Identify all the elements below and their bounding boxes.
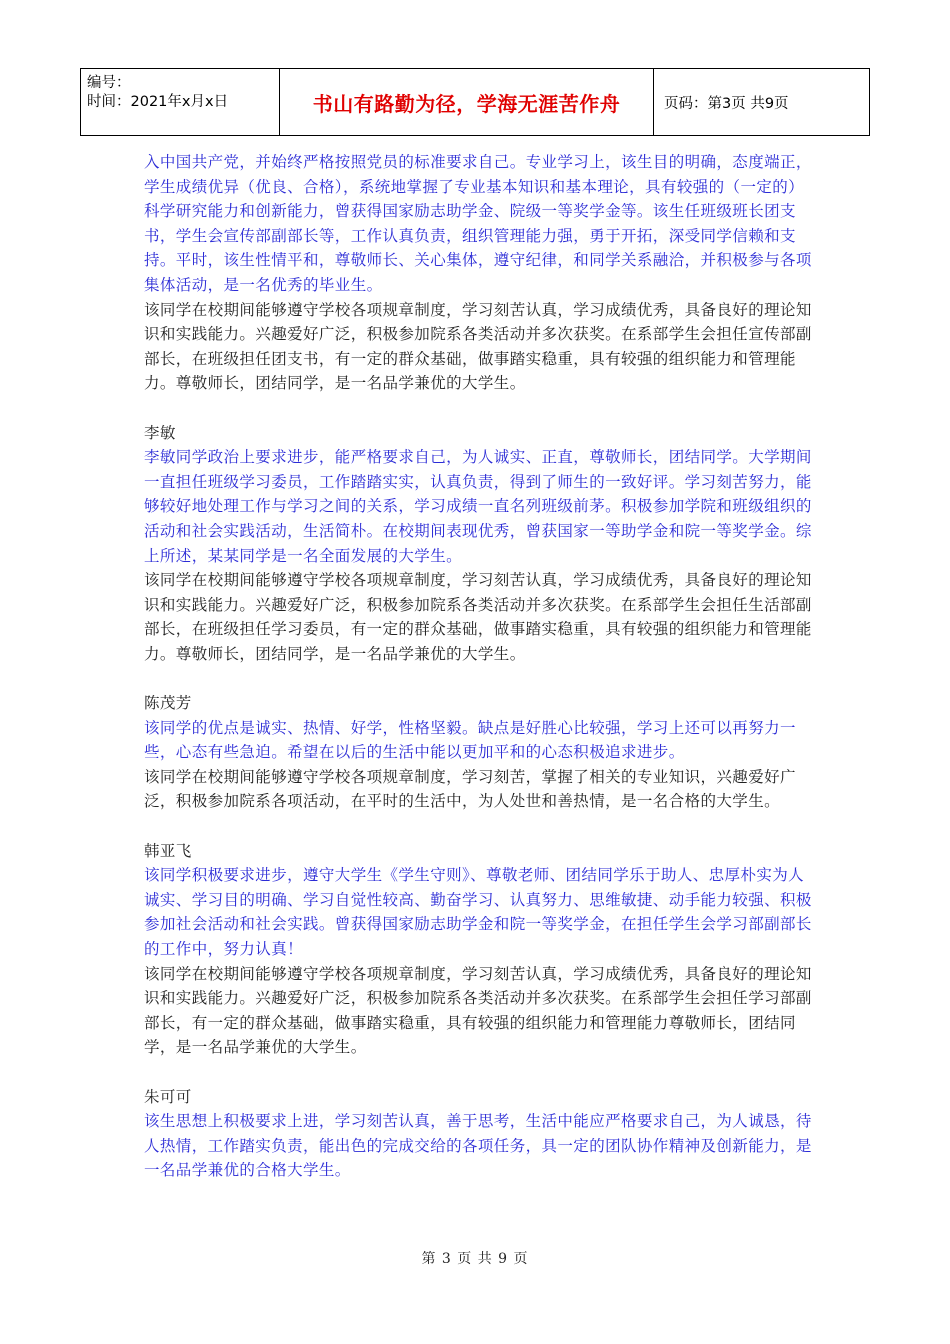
page-info-cell [654, 69, 869, 135]
document-header [80, 68, 870, 136]
student-comment-blue: 该同学的优点是诚实、热情、好学，性格坚毅。缺点是好胜心比较强，学习上还可以再努力一些，心态有些急迫。希望在以后的生活中能以更加平和的心态积极追求进步。 [144, 718, 796, 762]
header-meta-cell [81, 69, 280, 135]
page-info-text: 页码：第3页 共9页 [664, 95, 789, 112]
motto-cell [280, 69, 654, 135]
student-name: 朱可可 [144, 1087, 192, 1106]
student-section-zhu-keke [144, 1085, 812, 1183]
footer-page-number: 第 3 页 共 9 页 [421, 1251, 529, 1267]
document-body [144, 150, 812, 1183]
student-name: 韩亚飞 [144, 841, 192, 860]
number-label: 编号： [87, 75, 131, 91]
student-comment-blue: 该同学积极要求进步，遵守大学生《学生守则》、尊敬老师、团结同学乐于助人、忠厚朴实为人诚实、学习目的明确、学习自觉性较高、勤奋学习、认真努力、思维敏捷、动手能力较强、积极参加社会活动和社会实践。曾获得国家励志助学金和院一等奖学金，在担任学生会学习部副部长的工作中，努力认真！ [144, 866, 812, 958]
student-section-chen-maofang [144, 691, 812, 814]
motto-text: 书山有路勤为径，学海无涯苦作舟 [312, 91, 621, 116]
intro-comment-black: 该同学在校期间能够遵守学校各项规章制度，学习刻苦认真，学习成绩优秀，具备良好的理论知识和实践能力。兴趣爱好广泛，积极参加院系各类活动并多次获奖。在系部学生会担任宣传部副部长，在班级担任团支书，有一定的群众基础，做事踏实稳重，具有较强的组织能力和管理能力。尊敬师长，团结同学，是一名品学兼优的大学生。 [144, 300, 812, 393]
student-comment-blue: 李敏同学政治上要求进步，能严格要求自己，为人诚实、正直，尊敬师长，团结同学。大学期间一直担任班级学习委员，工作踏踏实实，认真负责，得到了师生的一致好评。学习刻苦努力，能够较好地处理工作与学习之间的关系，学习成绩一直名列班级前茅。积极参加学院和班级组织的活动和社会实践活动，生活简朴。在校期间表现优秀，曾获国家一等助学金和院一等奖学金。综上所述，某某同学是一名全面发展的大学生。 [144, 448, 812, 565]
student-name: 李敏 [144, 423, 176, 442]
intro-comment-blue: 入中国共产党，并始终严格按照党员的标准要求自己。专业学习上，该生目的明确，态度端正，学生成绩优异（优良、合格），系统地掌握了专业基本知识和基本理论，具有较强的（一定的）科学研究能力和创新能力，曾获得国家励志助学金、院级一等奖学金等。该生任班级班长团支书，学生会宣传部副部长等，工作认真负责，组织管理能力强，勇于开拓，深受同学信赖和支持。平时，该生性情平和，尊敬师长、关心集体，遵守纪律，和同学关系融洽，并积极参与各项集体活动，是一名优秀的毕业生。 [144, 153, 812, 294]
student-comment-black: 该同学在校期间能够遵守学校各项规章制度，学习刻苦，掌握了相关的专业知识，兴趣爱好广泛，积极参加院系各项活动，在平时的生活中，为人处世和善热情，是一名合格的大学生。 [144, 767, 796, 811]
time-label: 时间：2021年x月x日 [87, 94, 229, 110]
student-comment-black: 该同学在校期间能够遵守学校各项规章制度，学习刻苦认真，学习成绩优秀，具备良好的理论知识和实践能力。兴趣爱好广泛，积极参加院系各类活动并多次获奖。在系部学生会担任生活部副部长，在班级担任学习委员，有一定的群众基础，做事踏实稳重，具有较强的组织能力和管理能力。尊敬师长，团结同学，是一名品学兼优的大学生。 [144, 571, 812, 663]
student-name: 陈茂芳 [144, 694, 192, 713]
page-footer [0, 1248, 950, 1268]
student-section-han-yafei [144, 839, 812, 1060]
student-comment-black: 该同学在校期间能够遵守学校各项规章制度，学习刻苦认真，学习成绩优秀，具备良好的理论知识和实践能力。兴趣爱好广泛，积极参加院系各类活动并多次获奖。在系部学生会担任学习部副部长，有一定的群众基础，做事踏实稳重，具有较强的组织能力和管理能力尊敬师长，团结同学，是一名品学兼优的大学生。 [144, 964, 812, 1057]
student-comment-blue: 该生思想上积极要求上进，学习刻苦认真，善于思考，生活中能应严格要求自己，为人诚恳，待人热情，工作踏实负责，能出色的完成交给的各项任务，具一定的团队协作精神及创新能力，是一名品学兼优的合格大学生。 [144, 1112, 812, 1180]
student-section-li-min [144, 421, 812, 667]
